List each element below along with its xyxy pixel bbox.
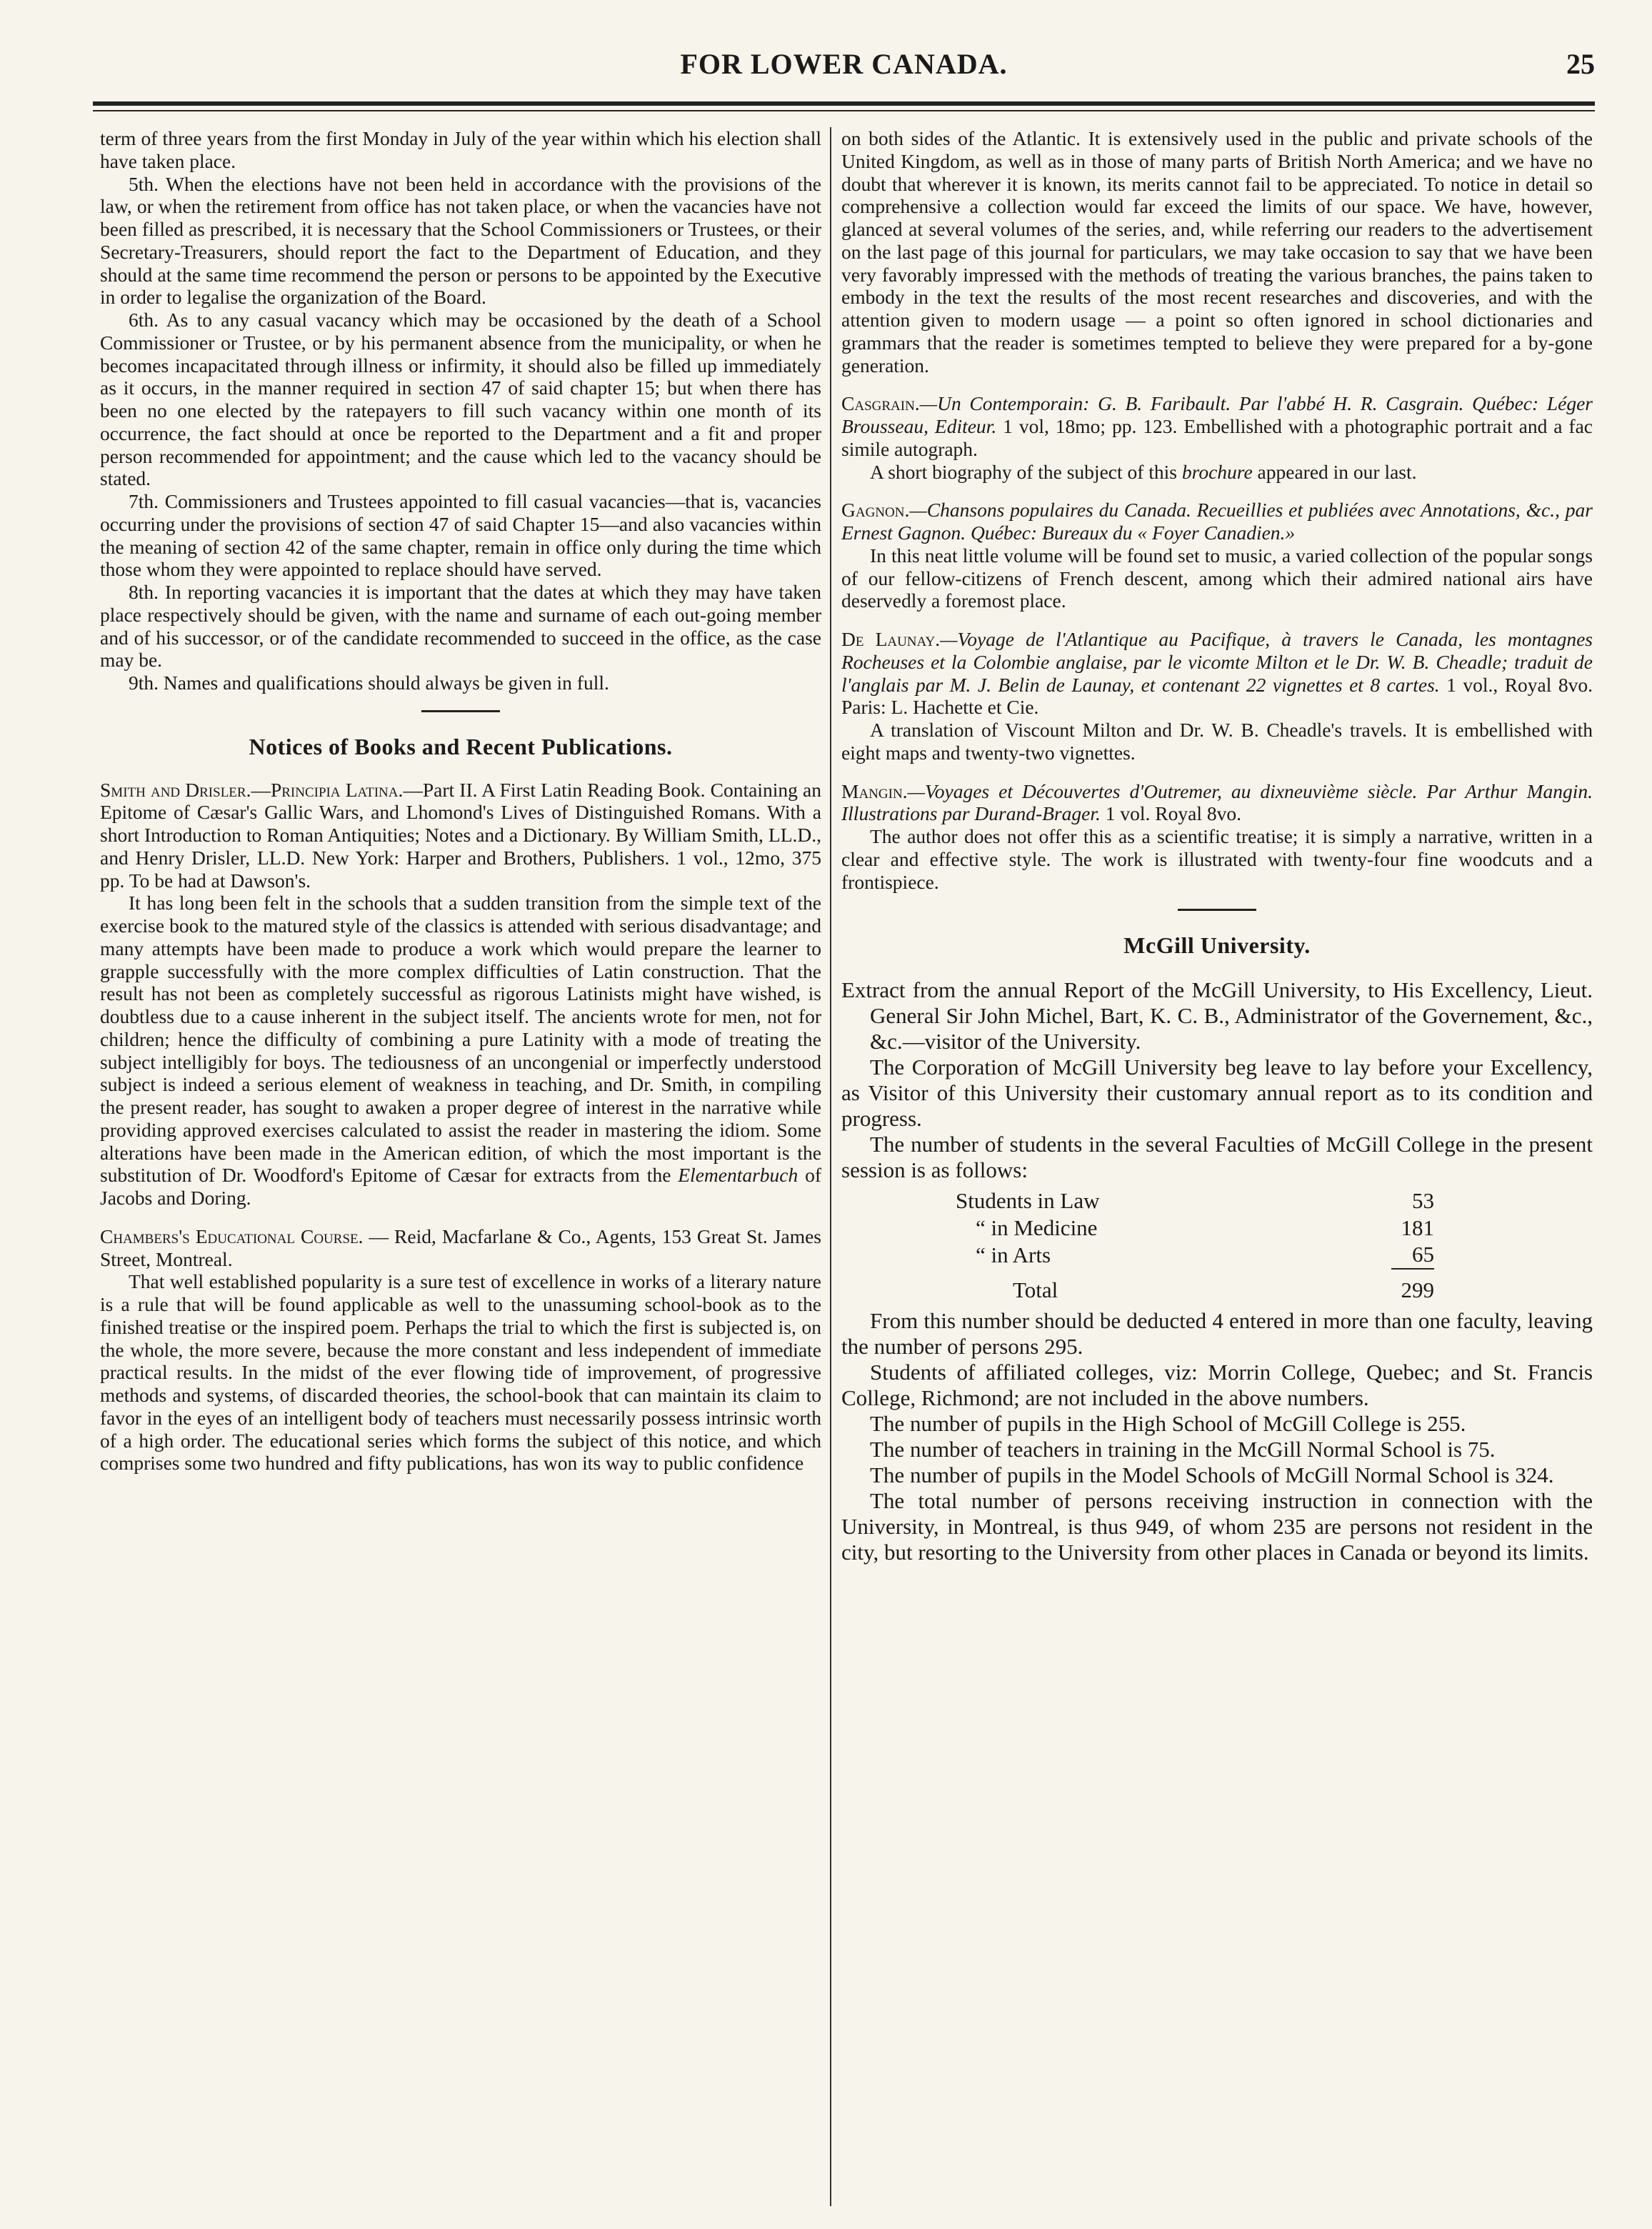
mcgill-paragraph-8: The total number of persons receiving instruction in connection with the University, in Montreal, is thus 949, of whom 235 are persons not resident in the city, but resorting to the University from other places in Canada or beyond its limits. (841, 1487, 1593, 1565)
gagnon-lead: Gagnon. (841, 499, 910, 522)
casgrain-lead: Casgrain. (841, 392, 920, 415)
mcgill-paragraph-2: The number of students in the several Faculties of McGill College in the present session is as follows: (841, 1131, 1593, 1182)
gagnon-entry (841, 499, 1593, 544)
delaunay-citation: 1 vol., Royal 8vo. Paris: L. Hachette et Cie. (841, 673, 1593, 719)
section-divider-mcgill (1178, 909, 1256, 911)
smith-drisler-review (100, 892, 821, 1210)
mcgill-paragraph-5: The number of pupils in the High School of McGill College is 255. (870, 1410, 1466, 1436)
casgrain-review-text: A short biography of the subject of this (870, 460, 1182, 483)
stat-value: 53 (1412, 1187, 1434, 1213)
delaunay-review: A translation of Viscount Milton and Dr. W. B. Cheadle's travels. It is embellished with eight maps and twenty-two vignettes. (841, 719, 1593, 764)
mcgill-paragraph-3: From this number should be deducted 4 entered in more than one faculty, leaving the number of persons 295. (841, 1308, 1593, 1359)
casgrain-review (841, 461, 1593, 484)
smith-drisler-lead: Smith and Drisler.—Principia Latina. (100, 778, 404, 801)
stat-value: 65 (1412, 1242, 1434, 1267)
mangin-review: The author does not offer this as a scientific treatise; it is simply a narrative, written in a clear and effective style. The work is illustrated with twenty-four fine woodcuts and a frontispiece. (841, 825, 1593, 893)
mangin-citation: 1 vol. Royal 8vo. (1100, 802, 1241, 825)
mcgill-paragraph-6: The number of teachers in training in the McGill Normal School is 75. (870, 1436, 1496, 1462)
gagnon-review: In this neat little volume will be found set to music, a varied collection of the popular songs of our fellow-citizens of French descent, among which their admired national airs have deservedly a foremost place. (841, 544, 1593, 612)
regulation-6th: 6th. As to any casual vacancy which may be occasioned by the death of a School Commissioner or Trustee, or by his permanent absence from the municipality, or when he becomes incapacitated through illness or infirmity, it should also be filled up immediately as it occurs, in the manner required in section 47 of said chapter 15; but when there has been no one elected by the ratepayers to fill such vacancy within one month of its occurrence, the fact should at once be reported to the Department and a fit and proper person recommended for appointment; and the cause which led to the vacancy should be stated. (100, 309, 821, 490)
mangin-title: —Voyages et Découvertes d'Outremer, au dixneuvième siècle. Par Arthur Mangin. Illustrations par Durand-Brager. (841, 779, 1593, 825)
mcgill-extract: Extract from the annual Report of the McGill University, to His Excellency, Lieut. General Sir John Michel, Bart, K. C. B., Administrator of the Governement, &c., &c.—visitor of the University. (841, 977, 1593, 1054)
casgrain-review-end: appeared in our last. (1252, 460, 1417, 483)
chambers-citation: — Reid, Macfarlane & Co., Agents, 153 Great St. James Street, Montreal. (100, 1225, 821, 1270)
table-row (956, 1215, 1434, 1242)
total-value: 299 (1391, 1269, 1434, 1304)
regulation-7th: 7th. Commissioners and Trustees appointed to fill casual vacancies—that is, vacancies occurring under the provisions of section 47 of said Chapter 15—and also vacancies within the meaning of section 42 of the same chapter, remain in office only during the time which those whom they were appointed to replace should have served. (100, 490, 821, 581)
delaunay-lead: De Launay. (841, 628, 941, 650)
table-row-total (956, 1269, 1434, 1304)
casgrain-citation: 1 vol, 18mo; pp. 123. Embellished with a photographic portrait and a fac simile autograph. (841, 415, 1593, 460)
mcgill-paragraph-7: The number of pupils in the Model Schools of McGill Normal School is 324. (870, 1462, 1554, 1487)
page-header (93, 41, 1595, 91)
mcgill-paragraph-4: Students of affiliated colleges, viz: Morrin College, Quebec; and St. Francis College, Richmond; are not included in the above numbers. (841, 1359, 1593, 1410)
stat-label: Students in Law (956, 1187, 1100, 1213)
stat-label: “ in Medicine (976, 1215, 1098, 1240)
section-divider (421, 710, 500, 712)
regulation-9th: 9th. Names and qualifications should always be given in full. (129, 672, 609, 694)
mcgill-paragraph-1: The Corporation of McGill University beg leave to lay before your Excellency, as Visitor of this University their customary annual report as to its condition and progress. (841, 1054, 1593, 1131)
smith-review-end: of Jacobs and Doring. (100, 1164, 821, 1210)
smith-review-italic: Elementarbuch (678, 1164, 799, 1187)
chambers-review: That well established popularity is a sure test of excellence in works of a literary nature is a rule that will be found applicable as well to the unassuming school-book as to the finished treatise or the inspired poem. Perhaps the trial to which the first is subjected is, on the whole, the more severe, because the more constant and less independent of immediate practical results. In the midst of the ever flowing tide of improvement, of progressive methods and systems, of discarded theories, the school-book that can maintain its claim to favor in the eyes of an intelligent body of teachers must necessarily possess intrinsic worth of a high order. The educational series which forms the subject of this notice, and which comprises some two hundred and fifty publications, has won its way to public confidence (100, 1270, 821, 1475)
header-rule-thick (93, 101, 1595, 106)
mcgill-section-title: McGill University. (1123, 932, 1311, 959)
gagnon-title: —Chansons populaires du Canada. Recueillies et publiées avec Annotations, &c., par Ernest Gagnon. Québec: Bureaux du « Foyer Canadien.» (841, 499, 1593, 544)
right-column (841, 127, 1593, 2200)
header-rule-thin (93, 110, 1595, 111)
delaunay-title: —Voyage de l'Atlantique au Pacifique, à travers le Canada, les montagnes Rocheuses et la Colombie anglaise, par le vicomte Milton et le Dr. W. B. Cheadle; traduit de l'anglais par M. J. Belin de Launay, et contenant 22 vignettes et 8 cartes. (841, 628, 1593, 696)
left-column (100, 127, 821, 2200)
mangin-entry (841, 780, 1593, 826)
regulation-continuation: term of three years from the first Monday in July of the year within which his election shall have taken place. (100, 127, 821, 172)
table-row (956, 1187, 1434, 1215)
running-title: FOR LOWER CANADA. (680, 48, 1008, 80)
casgrain-title: —Un Contemporain: G. B. Faribault. Par l'abbé H. R. Casgrain. Québec: Léger Brousseau, Editeur. (841, 392, 1593, 437)
stat-label: “ in Arts (976, 1242, 1051, 1267)
stat-value: 181 (1401, 1215, 1434, 1240)
regulation-8th: 8th. In reporting vacancies it is important that the dates at which they may have taken place respectively should be given, with the name and surname of each out-going member and of his successor, or of the candidate recommended to succeed in the office, as the case may be. (100, 581, 821, 672)
student-stats-table (956, 1187, 1434, 1304)
smith-review-text: It has long been felt in the schools that a sudden transition from the simple text of the exercise book to the matured style of the classics is attended with serious disadvantage; and many attempts have been made to produce a work which would prepare the learner to grapple successfully with the more complex difficulties of Latin construction. That the result has not been as completely successful as rigorous Latinists might have wished, is doubtless due to a cause inherent in the subject itself. The ancients wrote for men, not for children; hence the difficulty of combining a pure Latinity with a mode of treating the subject intelligibly for boys. The tediousness of an uncongenial or imperfectly understood subject is indeed a serious element of weakness in teaching, and Dr. Smith, in compiling the present reader, has sought to awaken a proper degree of interest in the narrative while providing approved exercises calculated to assist the reader in mastering the idiom. Some alterations have been made in the American edition, of which the most important is the substitution of Dr. Woodford's Epitome of Cæsar for extracts from the (100, 892, 821, 1187)
chambers-review-continuation: on both sides of the Atlantic. It is extensively used in the public and private schools of the United Kingdom, as well as in those of many parts of British North America; and we have no doubt that wherever it is known, its merits cannot fail to be appreciated. To notice in detail so comprehensive a collection would far exceed the limits of our space. We have, however, glanced at several volumes of the series, and, while referring our readers to the advertisement on the last page of this journal for particulars, we may take occasion to say that we have been very favorably impressed with the methods of treating the various branches, the pains taken to embody in the text the results of the most recent researches and discoveries, and with the attention given to modern usage — a point so often ignored in school dictionaries and grammars that the reader is sometimes tempted to believe they were prepared for a by-gone generation. (841, 127, 1593, 377)
notices-section-title: Notices of Books and Recent Publications. (249, 733, 673, 759)
chambers-lead: Chambers's Educational Course. (100, 1225, 364, 1247)
column-divider (830, 127, 831, 2206)
page-number: 25 (1566, 48, 1595, 80)
delaunay-entry (841, 628, 1593, 719)
total-label: Total (1013, 1277, 1058, 1303)
smith-drisler-entry (100, 779, 821, 892)
casgrain-entry (841, 392, 1593, 460)
chambers-entry (100, 1225, 821, 1271)
smith-drisler-citation: —Part II. A First Latin Reading Book. Containing an Epitome of Cæsar's Gallic Wars, and Lhomond's Lives of Distinguished Romans. With a short Introduction to Roman Antiquities; Notes and a Dictionary. By William Smith, LL.D., and Henry Drisler, LL.D. New York: Harper and Brothers, Publishers. 1 vol., 12mo, 375 pp. To be had at Dawson's. (100, 778, 821, 892)
table-row (956, 1241, 1434, 1269)
regulation-5th: 5th. When the elections have not been held in accordance with the provisions of the law, or when the retirement from office has not taken place, or when the vacancies have not been filled as prescribed, it is necessary that the School Commissioners or Trustees, or their Secretary-Treasurers, should report the fact to the Department of Education, and they should at the same time recommend the person or persons to be appointed by the Executive in order to legalise the organization of the Board. (100, 172, 821, 309)
casgrain-review-italic: brochure (1181, 460, 1253, 483)
mangin-lead: Mangin. (841, 779, 908, 802)
